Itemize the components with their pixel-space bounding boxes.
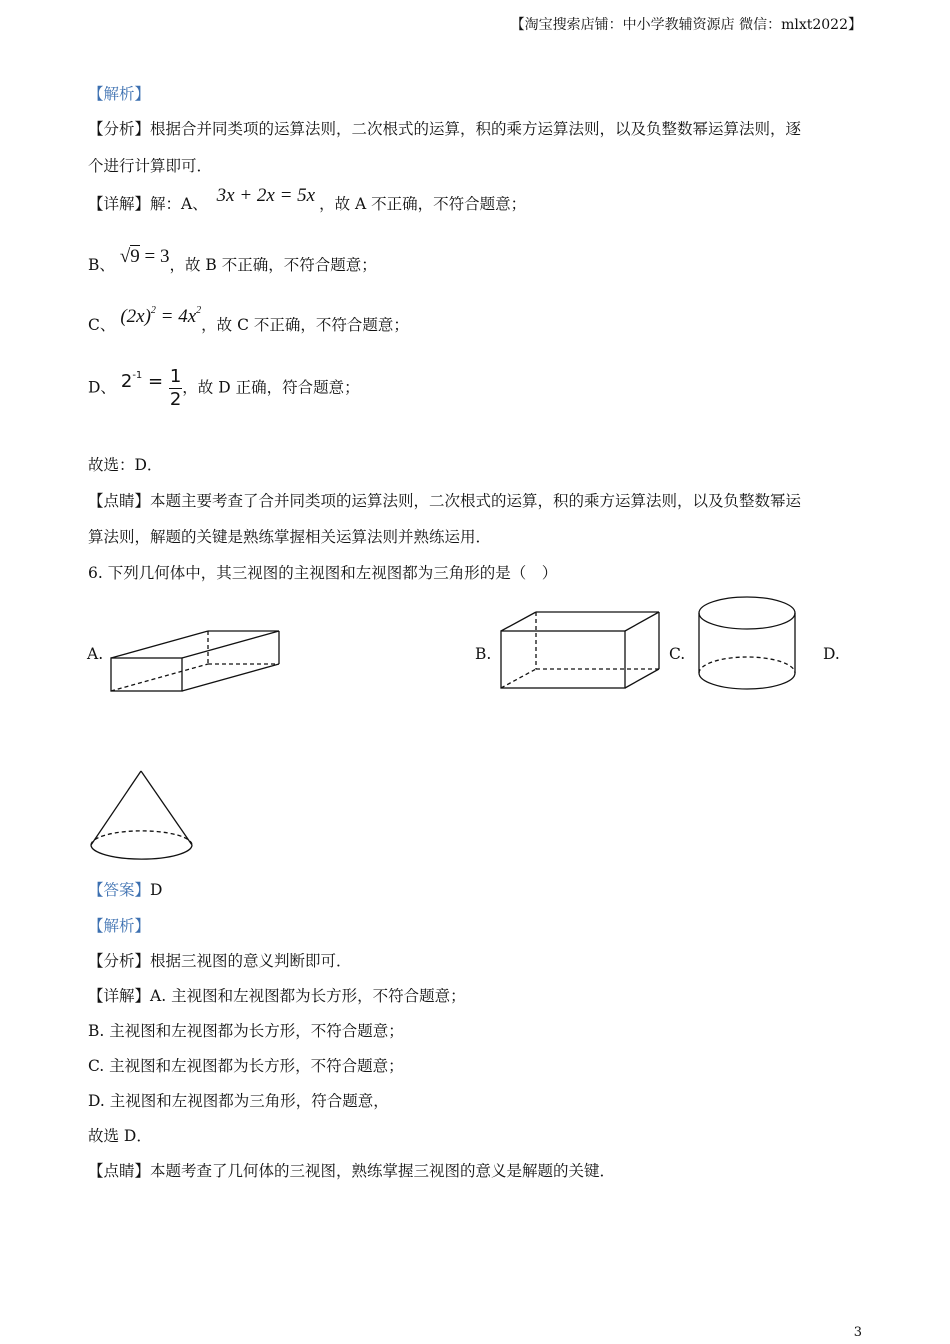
option-d-fraction [169, 368, 182, 409]
q6-fenxi-label: 【分析】 [88, 952, 151, 970]
option-b-math [120, 246, 170, 267]
option-b-text: ，故 B 不正确，不符合题意； [169, 256, 377, 274]
q6-xiangjie-d: D. 主视图和左视图都为三角形，符合题意， [88, 1092, 389, 1110]
answer-line [88, 878, 162, 900]
option-c-text: ，故 C 不正确，不符合题意； [201, 316, 409, 334]
q6-xiangjie-c: C. 主视图和左视图都为长方形，不符合题意； [88, 1057, 404, 1075]
flat-cuboid-figure [108, 628, 283, 694]
option-b-label: B. [475, 645, 492, 663]
fraction-denominator: 2 [169, 389, 182, 410]
option-a-math: 3x + 2x = 5x [216, 185, 316, 206]
cylinder-figure [695, 594, 799, 694]
answer-label: 【答案】 [88, 881, 151, 899]
cuboid-figure [498, 609, 663, 691]
option-d-label: D. [823, 645, 840, 663]
q6-xiangjie-b: B. 主视图和左视图都为长方形，不符合题意； [88, 1022, 404, 1040]
option-d-base: 2 [120, 370, 133, 392]
answer-value: D [150, 881, 163, 899]
option-d-eq: = [142, 370, 169, 392]
q6-fenxi-text: 根据三视图的意义判断即可． [150, 952, 352, 970]
q6-dianjing-line [88, 1159, 615, 1181]
option-c-prefix: C、 [88, 316, 116, 334]
fenxi-paragraph-line2: 个进行计算即可． [88, 157, 213, 175]
option-a-text: ，故 A 不正确，不符合题意； [319, 195, 527, 213]
page-header: 【淘宝搜索店铺：中小学教辅资源店 微信：mlxt2022】 [510, 17, 862, 33]
option-c-base: (2x) [120, 306, 151, 327]
dianjing-label: 【点睛】 [88, 492, 151, 510]
option-a-label: A. [87, 645, 104, 663]
q6-xiangjie-a-text: A. 主视图和左视图都为长方形，不符合题意； [150, 987, 466, 1005]
fraction-numerator: 1 [169, 366, 182, 387]
q6-fenxi-line [88, 949, 352, 971]
option-b-line [88, 246, 377, 276]
option-d-exponent: -1 [132, 369, 143, 381]
dianjing-paragraph-line2: 算法则，解题的关键是熟练掌握相关运算法则并熟练运用． [88, 528, 492, 546]
jiexi-tag [88, 82, 150, 104]
sqrt-sign-icon: √ [119, 246, 131, 267]
cone-figure [88, 768, 196, 864]
xiangjie-label: 【详解】 [88, 195, 151, 213]
option-b-radicand: 9 [130, 246, 140, 267]
q6-xiangjie-a [88, 984, 466, 1006]
fenxi-text-1: 根据合并同类项的运算法则，二次根式的运算，积的乘方运算法则，以及负整数幂运算法则，逐 [150, 120, 802, 138]
option-c-eq: = 4x [155, 306, 197, 327]
option-c-math [120, 306, 201, 327]
dianjing-paragraph-line1 [88, 489, 801, 511]
option-c-exponent2: 2 [196, 305, 202, 316]
xiangjie-option-a [88, 185, 527, 215]
dianjing-text-1: 本题主要考查了合并同类项的运算法则，二次根式的运算，积的乘方运算法则，以及负整数幂运 [150, 492, 802, 510]
option-c-exponent: 2 [150, 305, 156, 316]
q6-xiangjie-label: 【详解】 [88, 987, 151, 1005]
q6-dianjing-text: 本题考查了几何体的三视图，熟练掌握三视图的意义是解题的关键． [150, 1162, 616, 1180]
jiexi-label: 【解析】 [88, 85, 151, 103]
q6-answer-choice: 故选 D． [88, 1127, 152, 1145]
fenxi-label: 【分析】 [88, 120, 151, 138]
question-6: 6. 下列几何体中，其三视图的主视图和左视图都为三角形的是（ ） [88, 564, 558, 582]
option-b-result: = 3 [139, 246, 170, 267]
q6-dianjing-label: 【点睛】 [88, 1162, 151, 1180]
option-b-prefix: B、 [88, 256, 115, 274]
option-d-prefix: D、 [88, 378, 116, 397]
q5-answer-choice: 故选：D． [88, 456, 163, 474]
q6-jiexi-label: 【解析】 [88, 917, 151, 935]
option-c-line [88, 305, 409, 336]
page-number: 3 [853, 1325, 862, 1340]
option-c-label: C. [669, 645, 686, 663]
option-d-text: ，故 D 正确，符合题意； [182, 378, 360, 397]
option-d-line [88, 368, 360, 409]
q6-jiexi-tag [88, 914, 150, 936]
option-a-prefix: 解：A、 [150, 195, 208, 213]
fenxi-paragraph-line1 [88, 117, 801, 139]
